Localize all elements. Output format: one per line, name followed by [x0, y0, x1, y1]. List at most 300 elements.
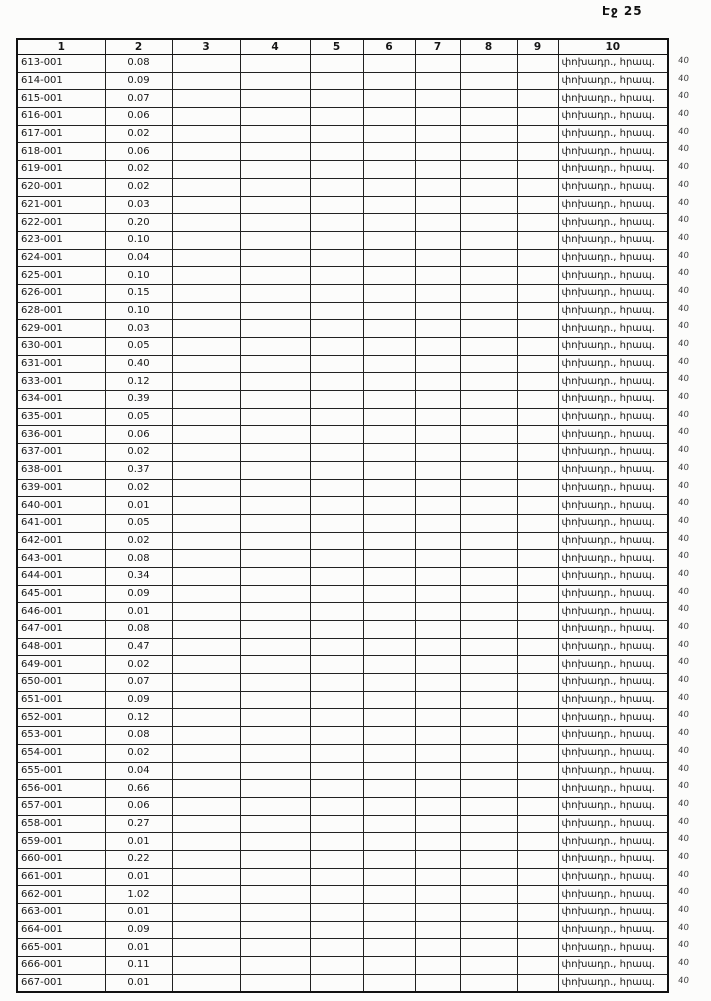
row-transport-cell: փոխադր., հրապ.	[558, 691, 668, 709]
empty-cell	[172, 408, 240, 426]
margin-note: 40	[677, 745, 690, 756]
empty-cell	[415, 72, 460, 90]
table-row	[17, 249, 668, 267]
empty-cell	[310, 833, 363, 851]
table-row	[17, 72, 668, 90]
empty-cell	[517, 974, 558, 992]
row-value-cell: 0.07	[105, 90, 172, 108]
empty-cell	[460, 497, 517, 515]
table-row	[17, 656, 668, 674]
empty-cell	[310, 974, 363, 992]
row-id-cell: 638-001	[17, 461, 105, 479]
row-id-cell: 635-001	[17, 408, 105, 426]
row-value-cell: 0.06	[105, 426, 172, 444]
empty-cell	[240, 815, 310, 833]
empty-cell	[172, 850, 240, 868]
empty-cell	[460, 797, 517, 815]
row-value-cell: 0.12	[105, 373, 172, 391]
empty-cell	[240, 444, 310, 462]
empty-cell	[310, 108, 363, 126]
empty-cell	[310, 780, 363, 798]
row-value-cell: 0.15	[105, 284, 172, 302]
row-value-cell: 0.08	[105, 55, 172, 73]
margin-note: 40	[677, 498, 690, 509]
empty-cell	[240, 55, 310, 73]
empty-cell	[415, 886, 460, 904]
empty-cell	[460, 408, 517, 426]
empty-cell	[310, 320, 363, 338]
empty-cell	[310, 868, 363, 886]
row-value-cell: 0.47	[105, 638, 172, 656]
row-value-cell: 0.09	[105, 585, 172, 603]
empty-cell	[415, 196, 460, 214]
empty-cell	[460, 974, 517, 992]
empty-cell	[310, 196, 363, 214]
margin-note: 40	[677, 728, 690, 739]
empty-cell	[363, 302, 415, 320]
empty-cell	[240, 267, 310, 285]
margin-note: 40	[677, 73, 690, 84]
empty-cell	[240, 391, 310, 409]
empty-cell	[240, 338, 310, 356]
empty-cell	[517, 461, 558, 479]
empty-cell	[240, 850, 310, 868]
row-transport-cell: փոխադր., հրապ.	[558, 603, 668, 621]
empty-cell	[415, 408, 460, 426]
empty-cell	[172, 904, 240, 922]
empty-cell	[363, 55, 415, 73]
table-row	[17, 815, 668, 833]
empty-cell	[240, 833, 310, 851]
empty-cell	[240, 904, 310, 922]
empty-cell	[517, 444, 558, 462]
row-id-cell: 637-001	[17, 444, 105, 462]
empty-cell	[172, 974, 240, 992]
empty-cell	[172, 72, 240, 90]
empty-cell	[517, 125, 558, 143]
row-transport-cell: փոխադր., հրապ.	[558, 391, 668, 409]
empty-cell	[415, 957, 460, 975]
empty-cell	[363, 691, 415, 709]
empty-cell	[172, 55, 240, 73]
row-id-cell: 665-001	[17, 939, 105, 957]
row-value-cell: 0.40	[105, 355, 172, 373]
margin-note: 40	[677, 250, 690, 261]
row-transport-cell: փոխադր., հրապ.	[558, 868, 668, 886]
row-id-cell: 619-001	[17, 161, 105, 179]
row-value-cell: 0.04	[105, 249, 172, 267]
empty-cell	[172, 762, 240, 780]
empty-cell	[517, 479, 558, 497]
row-value-cell: 0.10	[105, 267, 172, 285]
table-row	[17, 461, 668, 479]
empty-cell	[240, 585, 310, 603]
empty-cell	[363, 762, 415, 780]
table-row	[17, 444, 668, 462]
row-id-cell: 647-001	[17, 621, 105, 639]
row-id-cell: 664-001	[17, 921, 105, 939]
empty-cell	[460, 904, 517, 922]
empty-cell	[415, 302, 460, 320]
empty-cell	[363, 479, 415, 497]
empty-cell	[172, 780, 240, 798]
margin-note: 40	[677, 639, 690, 650]
table-row	[17, 638, 668, 656]
page-number-label: Էջ 25	[602, 4, 643, 18]
table-row	[17, 196, 668, 214]
empty-cell	[517, 550, 558, 568]
empty-cell	[363, 408, 415, 426]
margin-note: 40	[677, 887, 690, 898]
empty-cell	[460, 762, 517, 780]
empty-cell	[460, 143, 517, 161]
empty-cell	[517, 90, 558, 108]
empty-cell	[172, 886, 240, 904]
empty-cell	[363, 373, 415, 391]
empty-cell	[310, 125, 363, 143]
empty-cell	[310, 550, 363, 568]
table-header-cell: 1	[17, 39, 105, 55]
row-transport-cell: փոխադր., հրապ.	[558, 72, 668, 90]
margin-note: 40	[677, 568, 690, 579]
table-row	[17, 621, 668, 639]
row-transport-cell: փոխադր., հրապ.	[558, 108, 668, 126]
row-id-cell: 629-001	[17, 320, 105, 338]
empty-cell	[172, 656, 240, 674]
row-value-cell: 0.02	[105, 161, 172, 179]
empty-cell	[310, 532, 363, 550]
empty-cell	[363, 797, 415, 815]
empty-cell	[517, 727, 558, 745]
margin-note: 40	[677, 515, 690, 526]
table-row	[17, 709, 668, 727]
row-id-cell: 648-001	[17, 638, 105, 656]
empty-cell	[415, 461, 460, 479]
row-value-cell: 0.02	[105, 656, 172, 674]
row-value-cell: 0.05	[105, 408, 172, 426]
margin-note: 40	[677, 781, 690, 792]
empty-cell	[415, 125, 460, 143]
table-row	[17, 744, 668, 762]
empty-cell	[240, 214, 310, 232]
row-transport-cell: փոխադր., հրապ.	[558, 426, 668, 444]
empty-cell	[517, 231, 558, 249]
row-transport-cell: փոխադր., հրապ.	[558, 302, 668, 320]
margin-note: 40	[677, 91, 690, 102]
row-value-cell: 0.03	[105, 320, 172, 338]
row-id-cell: 631-001	[17, 355, 105, 373]
empty-cell	[415, 691, 460, 709]
row-value-cell: 0.02	[105, 744, 172, 762]
row-value-cell: 0.01	[105, 603, 172, 621]
table-row	[17, 284, 668, 302]
empty-cell	[460, 426, 517, 444]
empty-cell	[363, 868, 415, 886]
empty-cell	[310, 727, 363, 745]
empty-cell	[363, 108, 415, 126]
row-transport-cell: փոխադր., հրապ.	[558, 532, 668, 550]
margin-note: 40	[677, 657, 690, 668]
empty-cell	[310, 161, 363, 179]
row-transport-cell: փոխադր., հրապ.	[558, 355, 668, 373]
empty-cell	[363, 267, 415, 285]
table-row	[17, 320, 668, 338]
table-header-row	[17, 39, 668, 55]
row-transport-cell: փոխադր., հրապ.	[558, 338, 668, 356]
row-transport-cell: փոխադր., հրապ.	[558, 797, 668, 815]
empty-cell	[415, 479, 460, 497]
empty-cell	[415, 974, 460, 992]
row-transport-cell: փոխադր., հրապ.	[558, 408, 668, 426]
row-id-cell: 618-001	[17, 143, 105, 161]
table-row	[17, 550, 668, 568]
empty-cell	[460, 850, 517, 868]
row-transport-cell: փոխադր., հրապ.	[558, 196, 668, 214]
margin-note: 40	[677, 816, 690, 827]
empty-cell	[460, 621, 517, 639]
empty-cell	[240, 797, 310, 815]
empty-cell	[460, 338, 517, 356]
row-id-cell: 623-001	[17, 231, 105, 249]
empty-cell	[172, 674, 240, 692]
empty-cell	[517, 426, 558, 444]
table-row	[17, 762, 668, 780]
table-row	[17, 408, 668, 426]
row-transport-cell: փոխադր., հրապ.	[558, 921, 668, 939]
row-value-cell: 0.27	[105, 815, 172, 833]
row-value-cell: 0.05	[105, 338, 172, 356]
margin-note: 40	[677, 321, 690, 332]
empty-cell	[240, 125, 310, 143]
empty-cell	[240, 621, 310, 639]
empty-cell	[240, 72, 310, 90]
table-row	[17, 603, 668, 621]
row-value-cell: 0.01	[105, 939, 172, 957]
empty-cell	[240, 691, 310, 709]
table-row	[17, 161, 668, 179]
row-transport-cell: փոխադր., հրապ.	[558, 585, 668, 603]
row-value-cell: 0.04	[105, 762, 172, 780]
empty-cell	[172, 267, 240, 285]
empty-cell	[363, 161, 415, 179]
row-value-cell: 0.09	[105, 72, 172, 90]
empty-cell	[363, 178, 415, 196]
empty-cell	[310, 762, 363, 780]
empty-cell	[240, 886, 310, 904]
empty-cell	[415, 638, 460, 656]
margin-note: 40	[677, 374, 690, 385]
empty-cell	[363, 567, 415, 585]
empty-cell	[460, 691, 517, 709]
empty-cell	[240, 532, 310, 550]
empty-cell	[517, 302, 558, 320]
margin-note: 40	[677, 675, 690, 686]
empty-cell	[310, 338, 363, 356]
empty-cell	[363, 90, 415, 108]
table-header-cell: 10	[558, 39, 668, 55]
table-row	[17, 904, 668, 922]
margin-note: 40	[677, 268, 690, 279]
empty-cell	[240, 249, 310, 267]
row-id-cell: 667-001	[17, 974, 105, 992]
row-transport-cell: փոխադր., հրապ.	[558, 231, 668, 249]
table-row	[17, 391, 668, 409]
empty-cell	[172, 638, 240, 656]
row-transport-cell: փոխադր., հրապ.	[558, 267, 668, 285]
empty-cell	[363, 957, 415, 975]
empty-cell	[240, 939, 310, 957]
empty-cell	[415, 178, 460, 196]
empty-cell	[172, 868, 240, 886]
table-row	[17, 125, 668, 143]
empty-cell	[172, 426, 240, 444]
row-id-cell: 652-001	[17, 709, 105, 727]
empty-cell	[310, 886, 363, 904]
empty-cell	[460, 72, 517, 90]
empty-cell	[415, 939, 460, 957]
row-id-cell: 626-001	[17, 284, 105, 302]
empty-cell	[363, 338, 415, 356]
row-value-cell: 0.08	[105, 550, 172, 568]
margin-note: 40	[677, 303, 690, 314]
empty-cell	[310, 656, 363, 674]
empty-cell	[517, 886, 558, 904]
empty-cell	[363, 656, 415, 674]
row-id-cell: 636-001	[17, 426, 105, 444]
row-value-cell: 0.02	[105, 479, 172, 497]
empty-cell	[415, 444, 460, 462]
empty-cell	[172, 125, 240, 143]
table-header-cell: 9	[517, 39, 558, 55]
empty-cell	[517, 284, 558, 302]
empty-cell	[460, 886, 517, 904]
row-value-cell: 0.66	[105, 780, 172, 798]
margin-note: 40	[677, 834, 690, 845]
row-id-cell: 663-001	[17, 904, 105, 922]
empty-cell	[415, 744, 460, 762]
empty-cell	[172, 815, 240, 833]
empty-cell	[460, 161, 517, 179]
row-value-cell: 0.09	[105, 691, 172, 709]
empty-cell	[363, 214, 415, 232]
empty-cell	[460, 355, 517, 373]
empty-cell	[240, 143, 310, 161]
row-value-cell: 0.02	[105, 125, 172, 143]
empty-cell	[415, 904, 460, 922]
empty-cell	[310, 90, 363, 108]
table-row	[17, 143, 668, 161]
row-transport-cell: փոխադր., հրապ.	[558, 656, 668, 674]
margin-note: 40	[677, 392, 690, 403]
empty-cell	[517, 691, 558, 709]
empty-cell	[363, 921, 415, 939]
empty-cell	[172, 744, 240, 762]
row-transport-cell: փոխադր., հրապ.	[558, 974, 668, 992]
empty-cell	[460, 479, 517, 497]
row-id-cell: 633-001	[17, 373, 105, 391]
empty-cell	[363, 886, 415, 904]
margin-note: 40	[677, 905, 690, 915]
empty-cell	[310, 514, 363, 532]
empty-cell	[460, 532, 517, 550]
row-id-cell: 660-001	[17, 850, 105, 868]
empty-cell	[415, 780, 460, 798]
row-id-cell: 657-001	[17, 797, 105, 815]
row-value-cell: 0.10	[105, 302, 172, 320]
empty-cell	[415, 603, 460, 621]
empty-cell	[310, 284, 363, 302]
margin-note: 40	[677, 551, 690, 562]
empty-cell	[415, 373, 460, 391]
empty-cell	[310, 709, 363, 727]
row-transport-cell: փոխադր., հրապ.	[558, 284, 668, 302]
empty-cell	[415, 55, 460, 73]
row-value-cell: 0.06	[105, 797, 172, 815]
table-row	[17, 974, 668, 992]
row-value-cell: 0.06	[105, 108, 172, 126]
table-row	[17, 780, 668, 798]
row-value-cell: 0.09	[105, 921, 172, 939]
empty-cell	[517, 656, 558, 674]
row-transport-cell: փոխադր., հրապ.	[558, 90, 668, 108]
margin-note: 40	[677, 692, 690, 703]
empty-cell	[172, 797, 240, 815]
empty-cell	[517, 108, 558, 126]
empty-cell	[363, 143, 415, 161]
empty-cell	[240, 727, 310, 745]
empty-cell	[172, 214, 240, 232]
empty-cell	[460, 603, 517, 621]
table-header-cell: 7	[415, 39, 460, 55]
empty-cell	[363, 461, 415, 479]
empty-cell	[363, 621, 415, 639]
row-id-cell: 620-001	[17, 178, 105, 196]
table-row	[17, 267, 668, 285]
empty-cell	[415, 656, 460, 674]
table-row	[17, 338, 668, 356]
empty-cell	[415, 921, 460, 939]
empty-cell	[172, 709, 240, 727]
table-row	[17, 178, 668, 196]
margin-note: 40	[677, 445, 690, 456]
empty-cell	[172, 302, 240, 320]
row-id-cell: 661-001	[17, 868, 105, 886]
empty-cell	[172, 957, 240, 975]
data-table	[16, 38, 669, 993]
empty-cell	[517, 373, 558, 391]
empty-cell	[517, 143, 558, 161]
empty-cell	[240, 373, 310, 391]
empty-cell	[172, 143, 240, 161]
empty-cell	[310, 744, 363, 762]
row-transport-cell: փոխադր., հրապ.	[558, 833, 668, 851]
empty-cell	[460, 567, 517, 585]
empty-cell	[310, 444, 363, 462]
empty-cell	[310, 850, 363, 868]
row-transport-cell: փոխադր., հրապ.	[558, 214, 668, 232]
empty-cell	[172, 249, 240, 267]
margin-note: 40	[677, 763, 690, 774]
row-id-cell: 613-001	[17, 55, 105, 73]
row-transport-cell: փոխադր., հրապ.	[558, 373, 668, 391]
empty-cell	[415, 338, 460, 356]
empty-cell	[310, 621, 363, 639]
empty-cell	[363, 320, 415, 338]
empty-cell	[460, 320, 517, 338]
row-value-cell: 0.06	[105, 143, 172, 161]
row-transport-cell: փոխադր., հրապ.	[558, 161, 668, 179]
empty-cell	[363, 674, 415, 692]
